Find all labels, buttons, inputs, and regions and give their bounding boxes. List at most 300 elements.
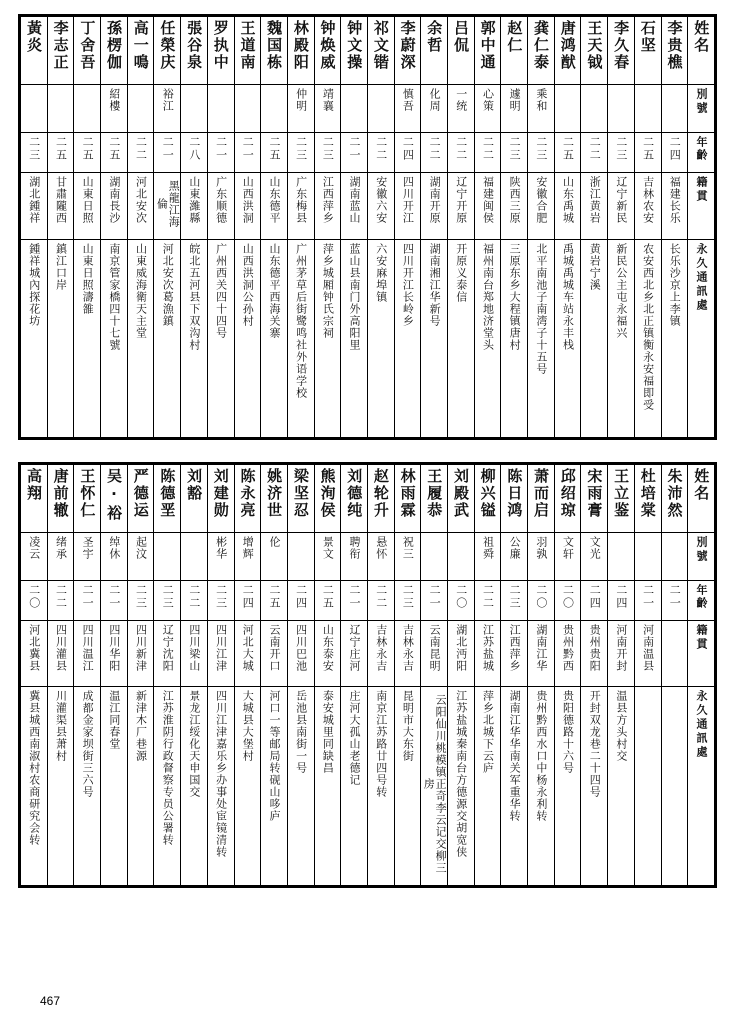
- cell-alias: [501, 532, 528, 580]
- cell-address: [608, 686, 635, 885]
- cell-text: 二一: [348, 583, 362, 610]
- cell-age: [154, 580, 181, 620]
- cell-text: 二五: [267, 583, 281, 610]
- cell-address: [47, 239, 74, 437]
- cell-name: [474, 17, 501, 85]
- cell-name: [154, 17, 181, 85]
- cell-text: 二一: [81, 583, 95, 610]
- table-row-name: [21, 17, 715, 85]
- cell-text: 江苏盐城: [481, 623, 495, 672]
- cell-text: 罗执中: [211, 20, 230, 71]
- cell-alias: [234, 532, 261, 580]
- cell-address: [554, 686, 581, 885]
- cell-age: [394, 580, 421, 620]
- cell-text: 福建长乐: [668, 176, 682, 224]
- cell-age: [287, 133, 314, 173]
- cell-origin: [127, 173, 154, 240]
- cell-alias: [207, 532, 234, 580]
- cell-text: 裕江: [161, 88, 175, 112]
- cell-address: [154, 239, 181, 437]
- cell-age: [528, 580, 555, 620]
- cell-text: 绪承: [54, 535, 68, 560]
- cell-address: [581, 686, 608, 885]
- cell-age: [154, 133, 181, 173]
- cell-name: [127, 17, 154, 85]
- cell-text: 彬华: [214, 535, 228, 560]
- cell-address: [101, 239, 128, 437]
- cell-age: [74, 133, 101, 173]
- cell-text: 丁舍吾: [78, 20, 97, 71]
- cell-text: 吉林永吉: [401, 623, 415, 672]
- cell-age: [581, 580, 608, 620]
- cell-text: 刘德纯: [345, 467, 364, 519]
- cell-text: 陈日鸿: [505, 467, 524, 519]
- register-table-bottom: [18, 462, 717, 888]
- cell-text: 林雨霖: [398, 467, 417, 519]
- cell-text: 二〇: [27, 583, 41, 610]
- page-number: 467: [40, 994, 61, 1008]
- cell-address: [341, 239, 368, 437]
- cell-age: [127, 580, 154, 620]
- cell-alias: [394, 532, 421, 580]
- cell-name: [234, 17, 261, 85]
- cell-text: 湖南开原: [428, 176, 442, 224]
- cell-alias: [101, 532, 128, 580]
- cell-text: 河南温县: [641, 623, 655, 672]
- cell-address: [421, 239, 448, 437]
- cell-name: [101, 464, 128, 532]
- cell-text: 辽宁新民: [614, 176, 628, 224]
- cell-text: 湖北鍾祥: [27, 176, 41, 224]
- cell-text: 悬怀: [374, 535, 388, 560]
- cell-origin: [554, 620, 581, 686]
- cell-address: [501, 686, 528, 885]
- cell-text: 二五: [321, 583, 335, 610]
- cell-text: 陕西三原: [508, 176, 522, 224]
- cell-alias: [474, 532, 501, 580]
- cell-text: 二三: [534, 136, 548, 162]
- cell-text: 紹樓: [107, 88, 121, 112]
- cell-origin: [367, 620, 394, 686]
- cell-age: [47, 580, 74, 620]
- table-row-alias: [21, 85, 715, 133]
- cell-age: [181, 580, 208, 620]
- cell-text: 增辉: [241, 535, 255, 560]
- cell-name: [314, 464, 341, 532]
- cell-text: 云南昆明: [428, 623, 442, 672]
- cell-text: 江苏盐城秦南台方德源交胡宽侠: [454, 689, 468, 858]
- cell-name: [181, 464, 208, 532]
- cell-origin: [207, 620, 234, 686]
- cell-text: 化周: [428, 88, 442, 112]
- cell-text: 王道南: [238, 20, 257, 71]
- cell-text: 二二: [374, 583, 388, 610]
- cell-origin: [394, 173, 421, 240]
- cell-text: 李贵樵: [665, 20, 684, 71]
- cell-text: 遽明: [508, 88, 522, 112]
- cell-text: 南京管家橋四十七號: [107, 242, 121, 351]
- cell-address: [528, 686, 555, 885]
- cell-text: 靖襄: [321, 88, 335, 112]
- cell-name: [101, 17, 128, 85]
- cell-text: 景文: [321, 535, 335, 560]
- cell-alias: [21, 85, 48, 133]
- cell-text: 任榮庆: [158, 20, 177, 71]
- cell-age: [554, 580, 581, 620]
- header-text: 籍貫: [695, 176, 709, 204]
- cell-age: [181, 133, 208, 173]
- cell-origin: [261, 173, 288, 240]
- cell-text: 山东德平西海关寨: [267, 242, 281, 339]
- cell-text: 赵轮升: [371, 467, 390, 519]
- cell-alias: [367, 532, 394, 580]
- cell-age: [581, 133, 608, 173]
- cell-text: 四川温江: [81, 623, 95, 672]
- cell-text: 黄岩宁溪: [588, 242, 602, 291]
- cell-text: 绰休: [107, 535, 121, 560]
- header-cell-age: [688, 133, 715, 173]
- cell-text: 湖北沔阳: [454, 623, 468, 672]
- cell-text: 二三: [294, 136, 308, 162]
- cell-address: [234, 239, 261, 437]
- cell-alias: [367, 85, 394, 133]
- cell-text: 心策: [481, 88, 495, 112]
- cell-text: 福建闽侯: [481, 176, 495, 224]
- cell-alias: [448, 532, 475, 580]
- cell-text: 二二: [454, 136, 468, 162]
- table-row-name: [21, 464, 715, 532]
- cell-text: 二二: [588, 136, 602, 162]
- cell-text: 二五: [81, 136, 95, 162]
- cell-age: [474, 133, 501, 173]
- cell-text: 安徽六安: [374, 176, 388, 224]
- cell-address: [47, 686, 74, 885]
- cell-age: [501, 133, 528, 173]
- cell-name: [367, 17, 394, 85]
- cell-age: [474, 580, 501, 620]
- cell-name: [501, 17, 528, 85]
- cell-text: 农安西北乡北正镇衡永安福即受: [641, 242, 655, 411]
- cell-age: [207, 133, 234, 173]
- cell-name: [234, 464, 261, 532]
- cell-alias: [554, 532, 581, 580]
- cell-origin: [314, 620, 341, 686]
- cell-address: [367, 239, 394, 437]
- cell-text: 湖南湘江华新号: [428, 242, 442, 327]
- cell-alias: [634, 85, 661, 133]
- cell-text: 二四: [401, 136, 415, 162]
- cell-origin: [448, 173, 475, 240]
- cell-text: 岳池县南街一号: [294, 689, 308, 774]
- cell-origin: [101, 173, 128, 240]
- cell-text: 四川灌县: [54, 623, 68, 672]
- header-cell-address: [688, 686, 715, 885]
- cell-text: 二五: [561, 136, 575, 162]
- cell-age: [501, 580, 528, 620]
- cell-text: 二二: [54, 583, 68, 610]
- cell-text: 聘衔: [348, 535, 362, 560]
- cell-age: [21, 133, 48, 173]
- cell-text: 山東濰縣: [187, 176, 201, 224]
- cell-text: 蓝山县南门外高阳里: [348, 242, 362, 351]
- cell-age: [234, 580, 261, 620]
- cell-text: 鍾祥城內探花坊: [27, 242, 41, 327]
- cell-address: [421, 686, 448, 885]
- cell-alias: [127, 85, 154, 133]
- cell-alias: [394, 85, 421, 133]
- cell-text: 广东顺德: [214, 176, 228, 224]
- cell-text: 二一: [107, 583, 121, 610]
- cell-text: 王怀仁: [78, 467, 97, 519]
- header-cell-name: [688, 464, 715, 532]
- cell-text: 湖南江华: [534, 623, 548, 672]
- cell-text: 大城县大堡村: [241, 689, 255, 762]
- cell-address: [448, 686, 475, 885]
- cell-alias: [421, 85, 448, 133]
- cell-text: 孫楞伽: [105, 20, 123, 71]
- cell-name: [47, 17, 74, 85]
- cell-text: 二四: [241, 583, 255, 610]
- cell-alias: [154, 85, 181, 133]
- cell-address: [287, 686, 314, 885]
- table-row-alias: [21, 532, 715, 580]
- cell-address: [314, 686, 341, 885]
- cell-alias: [261, 532, 288, 580]
- cell-name: [341, 464, 368, 532]
- cell-age: [261, 133, 288, 173]
- cell-address: [608, 239, 635, 437]
- cell-text: 李志正: [51, 20, 70, 71]
- cell-origin: [421, 173, 448, 240]
- cell-text: 辽宁沈阳: [161, 623, 175, 672]
- cell-text: 二一: [428, 583, 442, 610]
- cell-text: 二一: [348, 136, 362, 162]
- cell-address: [474, 686, 501, 885]
- cell-text: 南京江苏路廿四号转: [374, 689, 388, 798]
- cell-alias: [581, 532, 608, 580]
- cell-address: [181, 239, 208, 437]
- cell-alias: [287, 532, 314, 580]
- cell-text: 祝三: [401, 535, 415, 560]
- cell-origin: [287, 173, 314, 240]
- cell-alias: [528, 85, 555, 133]
- cell-address: [634, 239, 661, 437]
- cell-text: 公廉: [508, 535, 522, 560]
- cell-text: 文轩: [561, 535, 575, 560]
- cell-address: [634, 686, 661, 885]
- cell-text: 广州茅草后街鹭鸣社外语学校: [294, 242, 308, 399]
- cell-text: 萍乡北城下云庐: [481, 689, 495, 774]
- cell-origin: [661, 173, 688, 240]
- cell-text: 山西洪洞: [241, 176, 255, 224]
- cell-text: 吉林农安: [641, 176, 655, 224]
- cell-text: 长乐沙京上李镇: [668, 242, 682, 327]
- cell-address: [448, 239, 475, 437]
- cell-alias: [74, 85, 101, 133]
- cell-text: 江西萍乡: [321, 176, 335, 224]
- cell-origin: [474, 173, 501, 240]
- table-row-age: [21, 580, 715, 620]
- cell-text: 四川新津: [134, 623, 148, 672]
- cell-text: 二四: [614, 583, 628, 610]
- cell-alias: [554, 85, 581, 133]
- header-cell-alias: [688, 85, 715, 133]
- cell-age: [207, 580, 234, 620]
- cell-text: 唐鸿猷: [558, 20, 577, 71]
- cell-text: 钟文操: [345, 20, 364, 71]
- cell-alias: [287, 85, 314, 133]
- cell-text: 赵仁: [505, 20, 524, 54]
- cell-text: 辽宁庄河: [348, 623, 362, 672]
- cell-age: [287, 580, 314, 620]
- cell-origin: [634, 173, 661, 240]
- cell-alias: [608, 532, 635, 580]
- cell-text: 文光: [588, 535, 602, 560]
- cell-origin: [127, 620, 154, 686]
- cell-origin: [634, 620, 661, 686]
- cell-origin: [341, 173, 368, 240]
- cell-text: 二〇: [534, 583, 548, 610]
- cell-origin: [421, 620, 448, 686]
- cell-alias: [47, 85, 74, 133]
- cell-origin: [47, 173, 74, 240]
- cell-text: 四川江津嘉乐乡办事处宦镜清转: [214, 689, 228, 858]
- cell-text: 六安麻埠镇: [374, 242, 388, 303]
- cell-text: 李蔚深: [398, 20, 417, 71]
- cell-text: 昆明市大东街: [401, 689, 415, 762]
- cell-text: 張谷泉: [185, 20, 204, 71]
- cell-origin: [501, 173, 528, 240]
- cell-text: 山西洪洞公孙村: [241, 242, 255, 327]
- cell-text: 河北大城: [241, 623, 255, 672]
- cell-text: 二一: [161, 136, 175, 162]
- cell-alias: [261, 85, 288, 133]
- cell-text: 二三: [401, 583, 415, 610]
- table-row-address: [21, 239, 715, 437]
- cell-text: 二二: [187, 583, 201, 610]
- cell-name: [421, 464, 448, 532]
- cell-address: [528, 239, 555, 437]
- cell-text: 四川开江长岭乡: [401, 242, 415, 327]
- cell-text: 羽孰: [534, 535, 548, 560]
- cell-origin: [474, 620, 501, 686]
- cell-origin: [448, 620, 475, 686]
- cell-text: 开封双龙巷二十四号: [588, 689, 602, 798]
- cell-age: [341, 580, 368, 620]
- cell-text: 四川巴池: [294, 623, 308, 672]
- cell-alias: [207, 85, 234, 133]
- cell-text: 王立鉴: [612, 467, 631, 519]
- cell-name: [207, 464, 234, 532]
- cell-age: [448, 580, 475, 620]
- cell-origin: [554, 173, 581, 240]
- cell-address: [261, 686, 288, 885]
- cell-age: [634, 133, 661, 173]
- cell-address: [367, 686, 394, 885]
- cell-text: 二三: [508, 583, 522, 610]
- cell-text: 姚济世: [265, 467, 284, 519]
- cell-name: [154, 464, 181, 532]
- cell-text: 朱沛然: [665, 467, 684, 519]
- cell-origin: [261, 620, 288, 686]
- cell-age: [554, 133, 581, 173]
- cell-origin: [207, 173, 234, 240]
- cell-text: 三原东乡大程镇唐村: [508, 242, 522, 351]
- cell-origin: [74, 173, 101, 240]
- cell-address: [181, 686, 208, 885]
- header-text: 永久通訊處: [695, 242, 709, 313]
- cell-age: [421, 580, 448, 620]
- cell-text: 甘肅隴西: [54, 176, 68, 224]
- cell-text: 刘殿武: [451, 467, 470, 519]
- cell-text: 山東日照: [81, 176, 95, 224]
- cell-age: [528, 133, 555, 173]
- cell-age: [367, 133, 394, 173]
- cell-text: 黑龍江海倫: [155, 180, 181, 228]
- cell-age: [314, 133, 341, 173]
- cell-name: [661, 464, 688, 532]
- cell-alias: [608, 85, 635, 133]
- cell-address: [154, 686, 181, 885]
- header-text: 年齡: [695, 583, 709, 610]
- cell-text: 慎吾: [401, 88, 415, 112]
- cell-name: [501, 464, 528, 532]
- header-text: 姓名: [692, 20, 711, 54]
- cell-alias: [314, 85, 341, 133]
- table-row-origin: [21, 620, 715, 686]
- cell-origin: [314, 173, 341, 240]
- cell-alias: [528, 532, 555, 580]
- cell-text: 伦: [267, 535, 281, 548]
- cell-address: [474, 239, 501, 437]
- cell-name: [394, 464, 421, 532]
- cell-text: 禹城禹城车站永丰栈: [561, 242, 575, 351]
- cell-text: 皖北五河县下双沟村: [187, 242, 201, 351]
- cell-name: [341, 17, 368, 85]
- cell-text: 四川华阳: [107, 623, 121, 672]
- cell-text: 浙江黄岩: [588, 176, 602, 224]
- cell-text: 河口一等邮局转砚山哆庐: [267, 689, 281, 822]
- cell-text: 二三: [161, 583, 175, 610]
- cell-alias: [47, 532, 74, 580]
- cell-name: [181, 17, 208, 85]
- cell-origin: [234, 620, 261, 686]
- cell-name: [74, 17, 101, 85]
- cell-text: 二〇: [454, 583, 468, 610]
- cell-name: [21, 17, 48, 85]
- cell-origin: [528, 620, 555, 686]
- cell-text: 温江同春堂: [107, 689, 121, 750]
- cell-text: 吉林永吉: [374, 623, 388, 672]
- cell-alias: [181, 85, 208, 133]
- cell-text: 四川江津: [214, 623, 228, 672]
- cell-age: [101, 133, 128, 173]
- header-cell-age: [688, 580, 715, 620]
- header-text: 永久通訊處: [695, 689, 709, 760]
- cell-text: 鎮江口岸: [54, 242, 68, 291]
- cell-text: 陈德垩: [158, 467, 177, 519]
- cell-origin: [154, 620, 181, 686]
- cell-alias: [661, 85, 688, 133]
- cell-origin: [21, 620, 48, 686]
- cell-text: 唐前辙: [51, 467, 70, 519]
- cell-text: 山东泰安: [321, 623, 335, 672]
- cell-text: 二五: [54, 136, 68, 162]
- cell-text: 景龙江绥化天申国交: [187, 689, 201, 798]
- cell-text: 王天钺: [585, 20, 604, 71]
- cell-text: 湖南長沙: [107, 176, 121, 224]
- cell-text: 仲明: [294, 88, 308, 112]
